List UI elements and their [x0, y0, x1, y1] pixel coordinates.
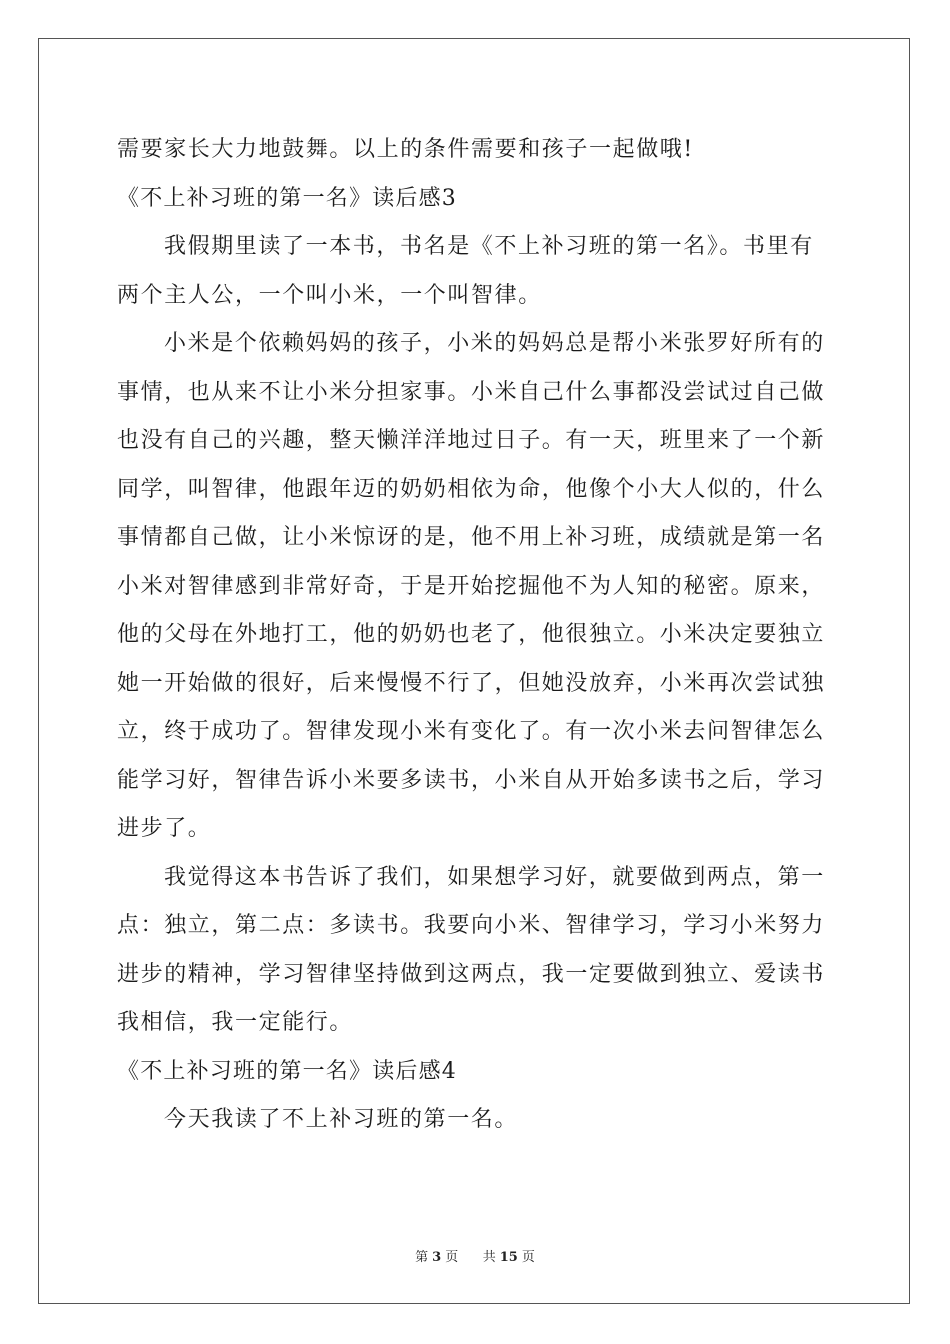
text-line: 他的父母在外地打工，他的奶奶也老了，他很独立。小米决定要独立: [117, 622, 826, 647]
text-line: 点：独立，第二点：多读书。我要向小米、智律学习，学习小米努力: [117, 913, 826, 938]
section-heading: 《不上补习班的第一名》读后感4: [117, 1058, 457, 1084]
text-line: 事情，也从来不让小米分担家事。小米自己什么事都没尝试过自己做: [117, 379, 826, 405]
page-footer: [0, 1246, 950, 1265]
text-line: 能学习好，智律告诉小米要多读书，小米自从开始多读书之后，学习: [117, 767, 826, 793]
text-line: 我觉得这本书告诉了我们，如果想学习好，就要做到两点，第一: [164, 864, 825, 890]
text-line: 我假期里读了一本书，书名是《不上补习班的第一名》。书里有: [164, 234, 814, 259]
footer-total-label: 共 15 页: [482, 1250, 535, 1265]
total-page-count: 15: [499, 1250, 518, 1265]
text-line: 同学，叫智律，他跟年迈的奶奶相依为命，他像个小大人似的，什么: [117, 476, 826, 502]
section-heading: 《不上补习班的第一名》读后感3: [117, 185, 457, 211]
text-line: 事情都自己做，让小米惊讶的是，他不用上补习班，成绩就是第一名: [117, 525, 826, 550]
text-line: 进步了。: [117, 816, 212, 841]
text-line: 也没有自己的兴趣，整天懒洋洋地过日子。有一天，班里来了一个新: [117, 428, 826, 453]
text-line: 今天我读了不上补习班的第一名。: [164, 1107, 519, 1132]
text-line: 两个主人公，一个叫小米，一个叫智律。: [117, 282, 542, 308]
text-line: 小米对智律感到非常好奇，于是开始挖掘他不为人知的秘密。原来，: [117, 573, 826, 599]
text-line: 立，终于成功了。智律发现小米有变化了。有一次小米去问智律怎么: [117, 719, 826, 744]
text-line: 她一开始做的很好，后来慢慢不行了，但她没放弃，小米再次尝试独: [117, 670, 826, 696]
footer-page-label: 第 3 页: [415, 1250, 459, 1265]
document-body: [117, 126, 833, 1145]
text-line: 需要家长大力地鼓舞。以上的条件需要和孩子一起做哦!: [117, 137, 694, 162]
text-line: 小米是个依赖妈妈的孩子，小米的妈妈总是帮小米张罗好所有的: [164, 331, 825, 356]
current-page-number: 3: [432, 1250, 442, 1265]
text-line: 我相信，我一定能行。: [117, 1010, 354, 1035]
text-line: 进步的精神，学习智律坚持做到这两点，我一定要做到独立、爱读书: [117, 961, 826, 987]
